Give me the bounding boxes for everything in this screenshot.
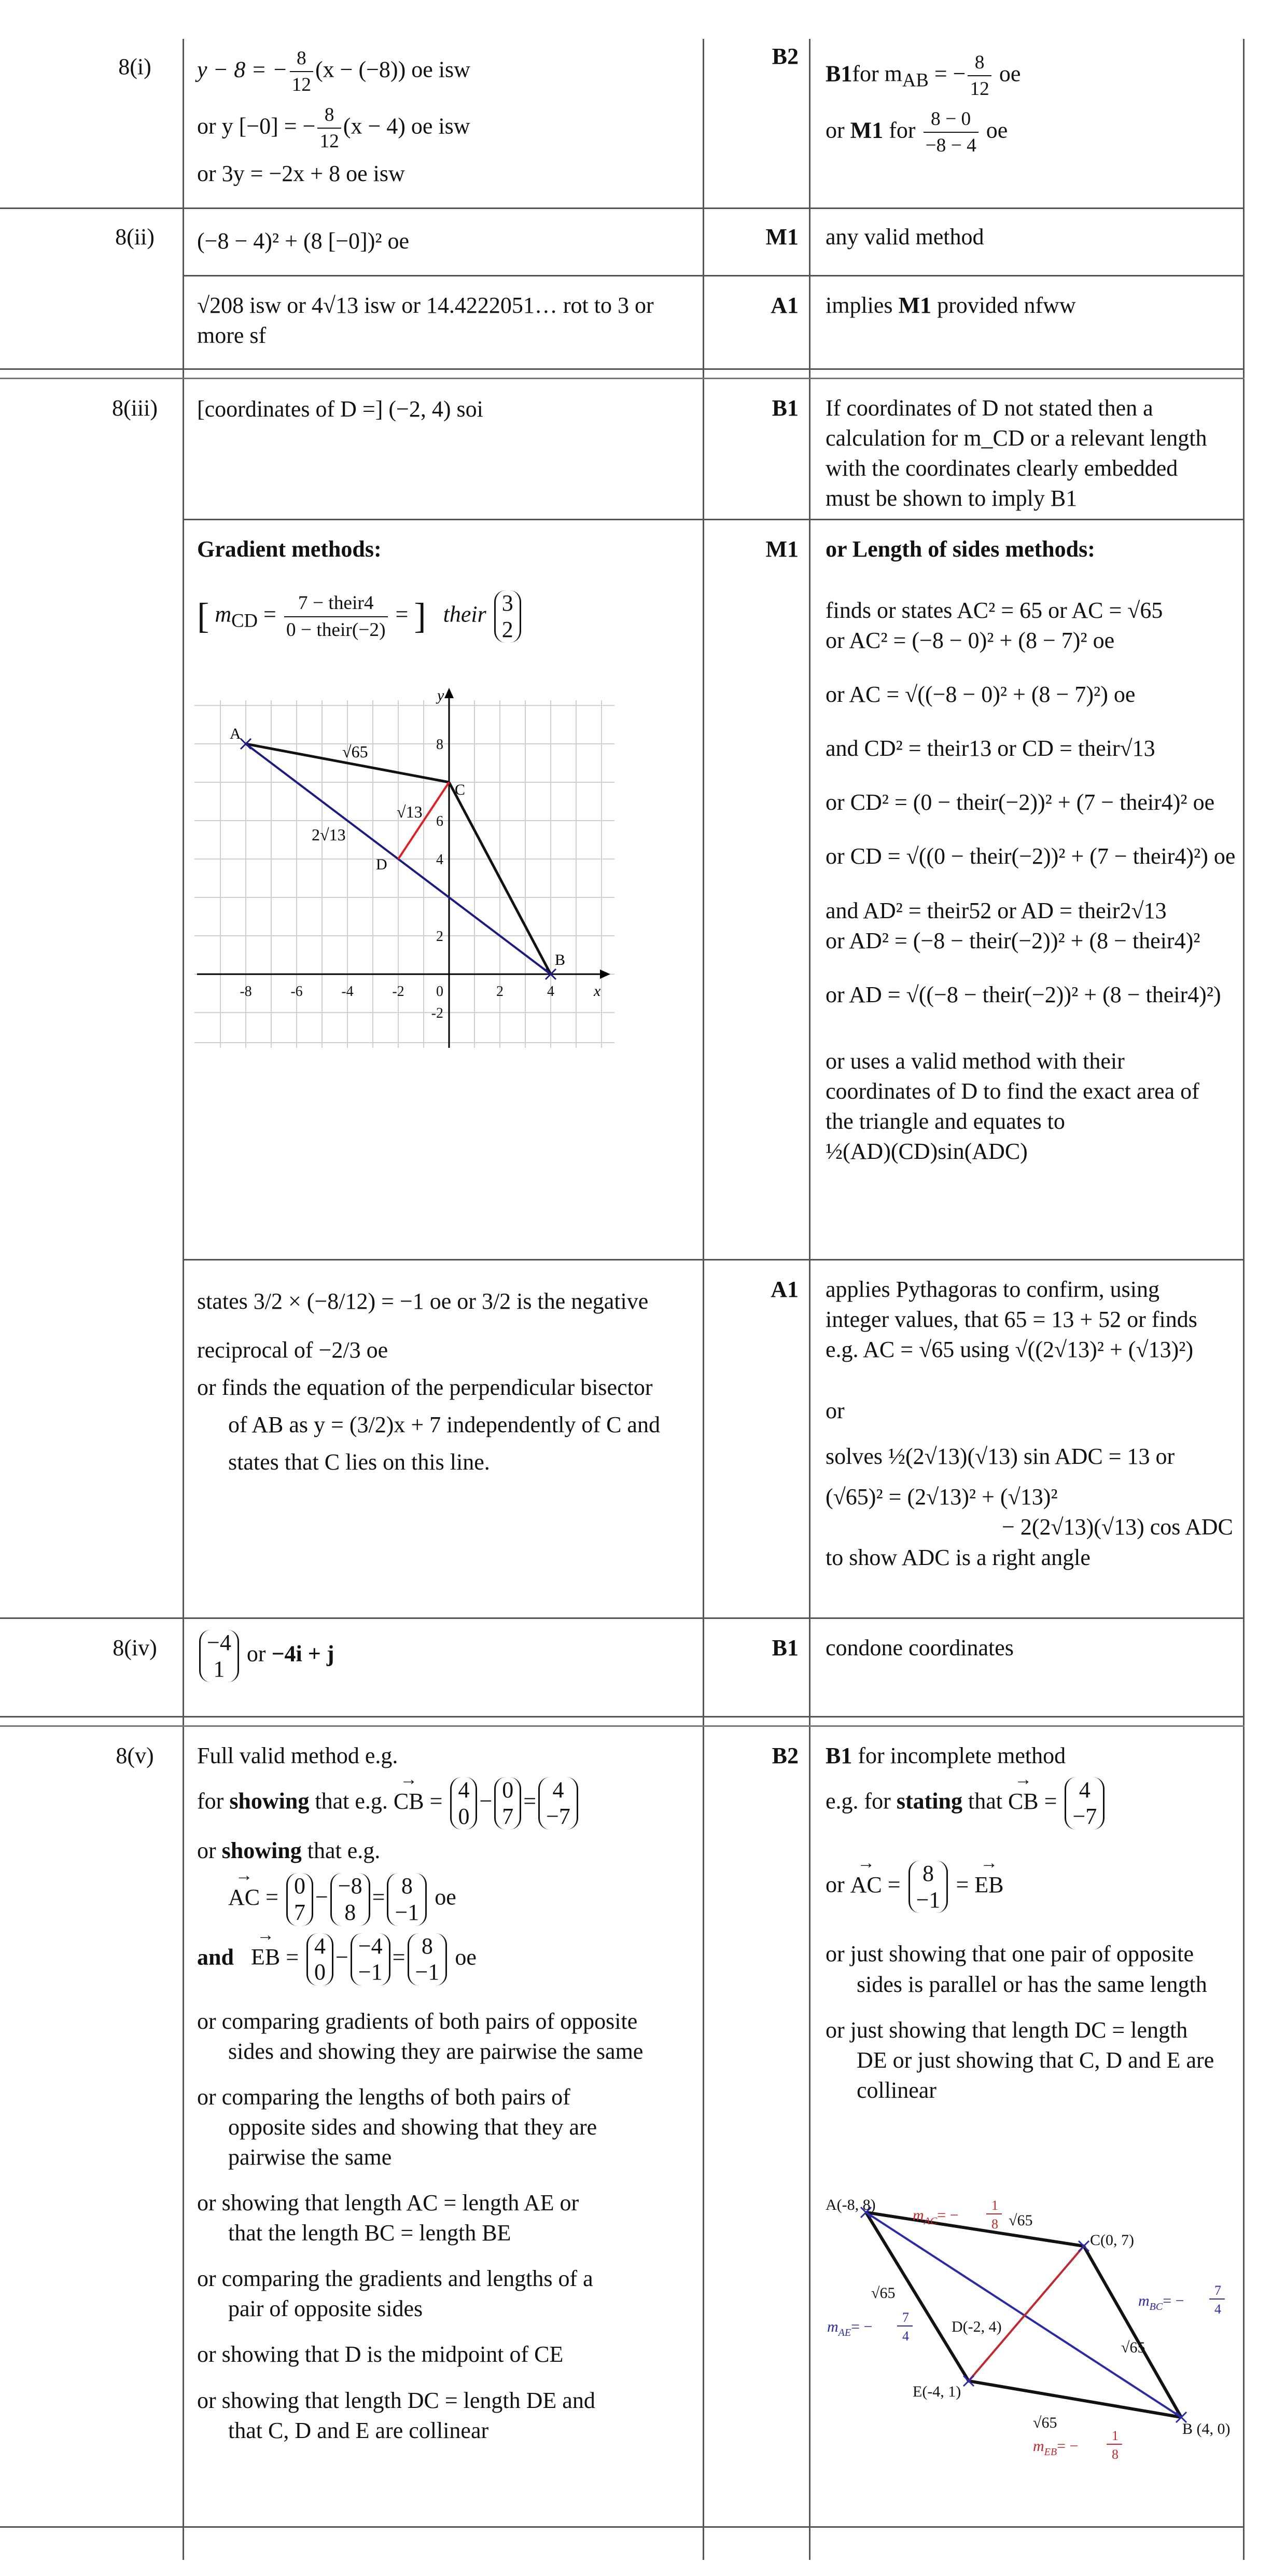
svg-text:mAC= −: $m_{AC}=$ − — [913, 2207, 959, 2227]
y-tick: 6 — [436, 813, 443, 829]
answer-8i: y − 8 = − $\frac{8}{12}$ (x − (−8)) oe isw or y [−0] = − $\frac{8}{12}$ (x − 4) oe isw or 3y = −2x + 8 oe isw — [197, 46, 695, 189]
x-tick: -4 — [341, 984, 354, 1000]
length-ad: 2√13 — [312, 825, 346, 844]
row-divider — [184, 519, 1245, 520]
svg-text:1: 1 — [1112, 2428, 1119, 2443]
svg-text:7: 7 — [1214, 2283, 1221, 2298]
svg-text:mEB= −: $m_{EB}=$ − — [1033, 2437, 1079, 2458]
row-divider — [184, 275, 1245, 276]
x-axis-label: x — [594, 982, 601, 1000]
gradient-ae — [827, 2310, 913, 2344]
gradient-bc — [1138, 2283, 1225, 2317]
vertex-c: C(0, 7) — [1090, 2232, 1134, 2249]
svg-text:8: 8 — [991, 2217, 998, 2232]
length-ac: √65 — [1009, 2212, 1033, 2229]
svg-text:4: 4 — [1214, 2302, 1221, 2317]
question-label: 8(iii) — [112, 395, 158, 421]
question-label: 8(v) — [116, 1743, 154, 1768]
parallelogram-diagram — [824, 2184, 1239, 2474]
x-tick: 0 — [436, 984, 443, 1000]
row-divider — [0, 207, 1245, 209]
length-ac: √65 — [342, 742, 368, 761]
col-divider-2 — [703, 39, 704, 2560]
y-axis-label: y — [437, 687, 444, 704]
answer-8ii-1: (−8 − 4)² + (8 [−0])² oe — [197, 228, 410, 254]
mark: A1 — [771, 293, 799, 318]
x-tick: -2 — [392, 984, 404, 1000]
answer-8ii-2: √208 isw or 4√13 isw or 14.4222051… rot to 3 or more sf — [197, 293, 654, 349]
svg-text:mAE= −: $m_{AE}=$ − — [827, 2318, 873, 2338]
guidance-8v: B1 for incomplete method e.g. for stating that → CB = 4 −7 or → AC = 8 −1 = → EB or just showing that one pair of opposite sides is parallel or has the same length or just showing that length DC = length DE or just showing that C, D and E are collinear — [826, 1741, 1235, 2106]
row-divider — [0, 1725, 1245, 1727]
vertex-b: B — [555, 951, 566, 968]
length-bc: √65 — [1121, 2339, 1145, 2356]
guidance-8iii-1: If coordinates of D not stated then a calculation for m_CD or a relevant length with the coordinates clearly embedded must be shown to imply B1 — [826, 395, 1207, 511]
svg-text:4: 4 — [902, 2329, 909, 2344]
question-label: 8(i) — [118, 54, 151, 79]
vertex-c: C — [455, 781, 466, 798]
row-divider — [0, 1617, 1245, 1619]
svg-text:1: 1 — [991, 2198, 998, 2213]
guidance-8iii-3: applies Pythagoras to confirm, using integer values, that 65 = 13 + 52 or finds e.g. AC = √65 using √((2√13)² + (√13)²) or solves ½(2√13)(√13) sin ADC = 13 or (√65)² = (2√13)² + (√13)² − 2(2√13)(√13) cos ADC to show ADC is a right angle — [826, 1277, 1233, 1570]
y-tick: 2 — [436, 929, 443, 945]
guidance-8ii-2: implies M1 provided nfww — [826, 293, 1076, 318]
x-tick: 2 — [496, 984, 504, 1000]
mark: B1 — [772, 395, 799, 421]
y-tick: -2 — [431, 1005, 443, 1021]
mark: B1 — [772, 1635, 799, 1660]
gradient-eb — [1033, 2428, 1122, 2462]
mark: B2 — [772, 44, 799, 69]
col-divider-4 — [1243, 39, 1245, 2560]
svg-text:mBC= −: $m_{BC}=$ − — [1138, 2292, 1184, 2312]
answer-8iii-2: Gradient methods: [ $m_{CD}$ = $\frac{\text{7 − their4}}{\text{0 − their(−2)}}$ = ] their 3 2 — [197, 534, 695, 643]
guidance-8i: B1for $m_{AB}$ = − $\frac{8}{12}$ oe or M1 for $\frac{8 - 0}{-8 - 4}$ oe — [826, 50, 1235, 159]
x-tick: 4 — [547, 984, 554, 1000]
answer-8v: Full valid method e.g. for showing that e.g. → CB = 4 0 − 0 7 = 4 −7 or showing that e.g. → AC = 0 7 − −8 8 = 8 −1 oe and → EB = 4 0 − −4 −1 = 8 −1 oe or comparing gradients of both pairs of opposite sides and showing they are pairwise the same or comparing the lengths of both pairs of opposite sides and showing that they are pairwise the same or showing that length AC = length AE or that the length BC = length BE or comparing the gradients and lengths of a pair of opposite sides or showing that D is the midpoint of CE or showing that length DC = length DE and that C, D and E are collinear — [197, 1741, 695, 2446]
col-divider-1 — [183, 39, 184, 2560]
guidance-8iv: condone coordinates — [826, 1635, 1014, 1660]
vertex-b: B (4, 0) — [1182, 2420, 1231, 2437]
vertex-a: A — [230, 725, 241, 742]
length-cd: √13 — [397, 802, 423, 821]
question-label: 8(ii) — [115, 224, 155, 250]
answer-8iv: −4 1 or −4i + j — [197, 1630, 695, 1682]
mark: B2 — [772, 1743, 799, 1768]
vertex-d: D — [376, 856, 387, 873]
mark: A1 — [771, 1277, 799, 1302]
col-divider-3 — [809, 39, 810, 2560]
mark: M1 — [765, 536, 799, 562]
mark: M1 — [765, 224, 799, 250]
row-divider — [0, 378, 1245, 379]
y-tick: 4 — [436, 852, 443, 868]
x-tick: -8 — [240, 984, 252, 1000]
guidance-8ii-1: any valid method — [826, 224, 984, 250]
row-divider — [0, 1716, 1245, 1718]
question-label: 8(iv) — [113, 1635, 157, 1660]
x-tick-labels — [240, 984, 554, 1000]
vertex-a: A(-8, 8) — [826, 2196, 876, 2213]
row-divider — [184, 1259, 1245, 1261]
svg-text:7: 7 — [902, 2310, 909, 2325]
row-divider — [0, 2526, 1245, 2528]
y-tick: 8 — [436, 737, 443, 753]
row-divider — [0, 368, 1245, 370]
x-tick: -6 — [290, 984, 303, 1000]
guidance-8iii-2: or Length of sides methods: finds or states AC² = 65 or AC = √65 or AC² = (−8 − 0)² + (8 − 7)² oe or AC = √((−8 − 0)² + (8 − 7)²) oe and CD² = their13 or CD = their√13 or CD² = (0 − their(−2))² + (7 − their4)² oe or CD = √((0 − their(−2))² + (7 − their4)²) oe and AD² = their52 or AD = their2√13 or AD² = (−8 − their(−2))² + (8 − their4)² or AD = √((−8 − their(−2))² + (8 − their4)²) or uses a valid method with their coordinates of D to find the exact area of the triangle and equates to ½(AD)(CD)sin(ADC) — [826, 536, 1236, 1165]
vertex-d: D(-2, 4) — [952, 2318, 1002, 2335]
answer-8iii-1: [coordinates of D =] (−2, 4) soi — [197, 396, 483, 422]
svg-text:8: 8 — [1112, 2447, 1119, 2462]
triangle-graph — [189, 685, 625, 1069]
vertex-e: E(-4, 1) — [913, 2383, 961, 2400]
answer-8iii-3: states 3/2 × (−8/12) = −1 oe or 3/2 is the negative reciprocal of −2/3 oe or finds the equation of the perpendicular bisector of AB as y = (3/2)x + 7 independently of C and states that C lies on this line. — [197, 1289, 660, 1475]
length-eb: √65 — [1033, 2414, 1057, 2431]
length-ae: √65 — [871, 2284, 896, 2302]
